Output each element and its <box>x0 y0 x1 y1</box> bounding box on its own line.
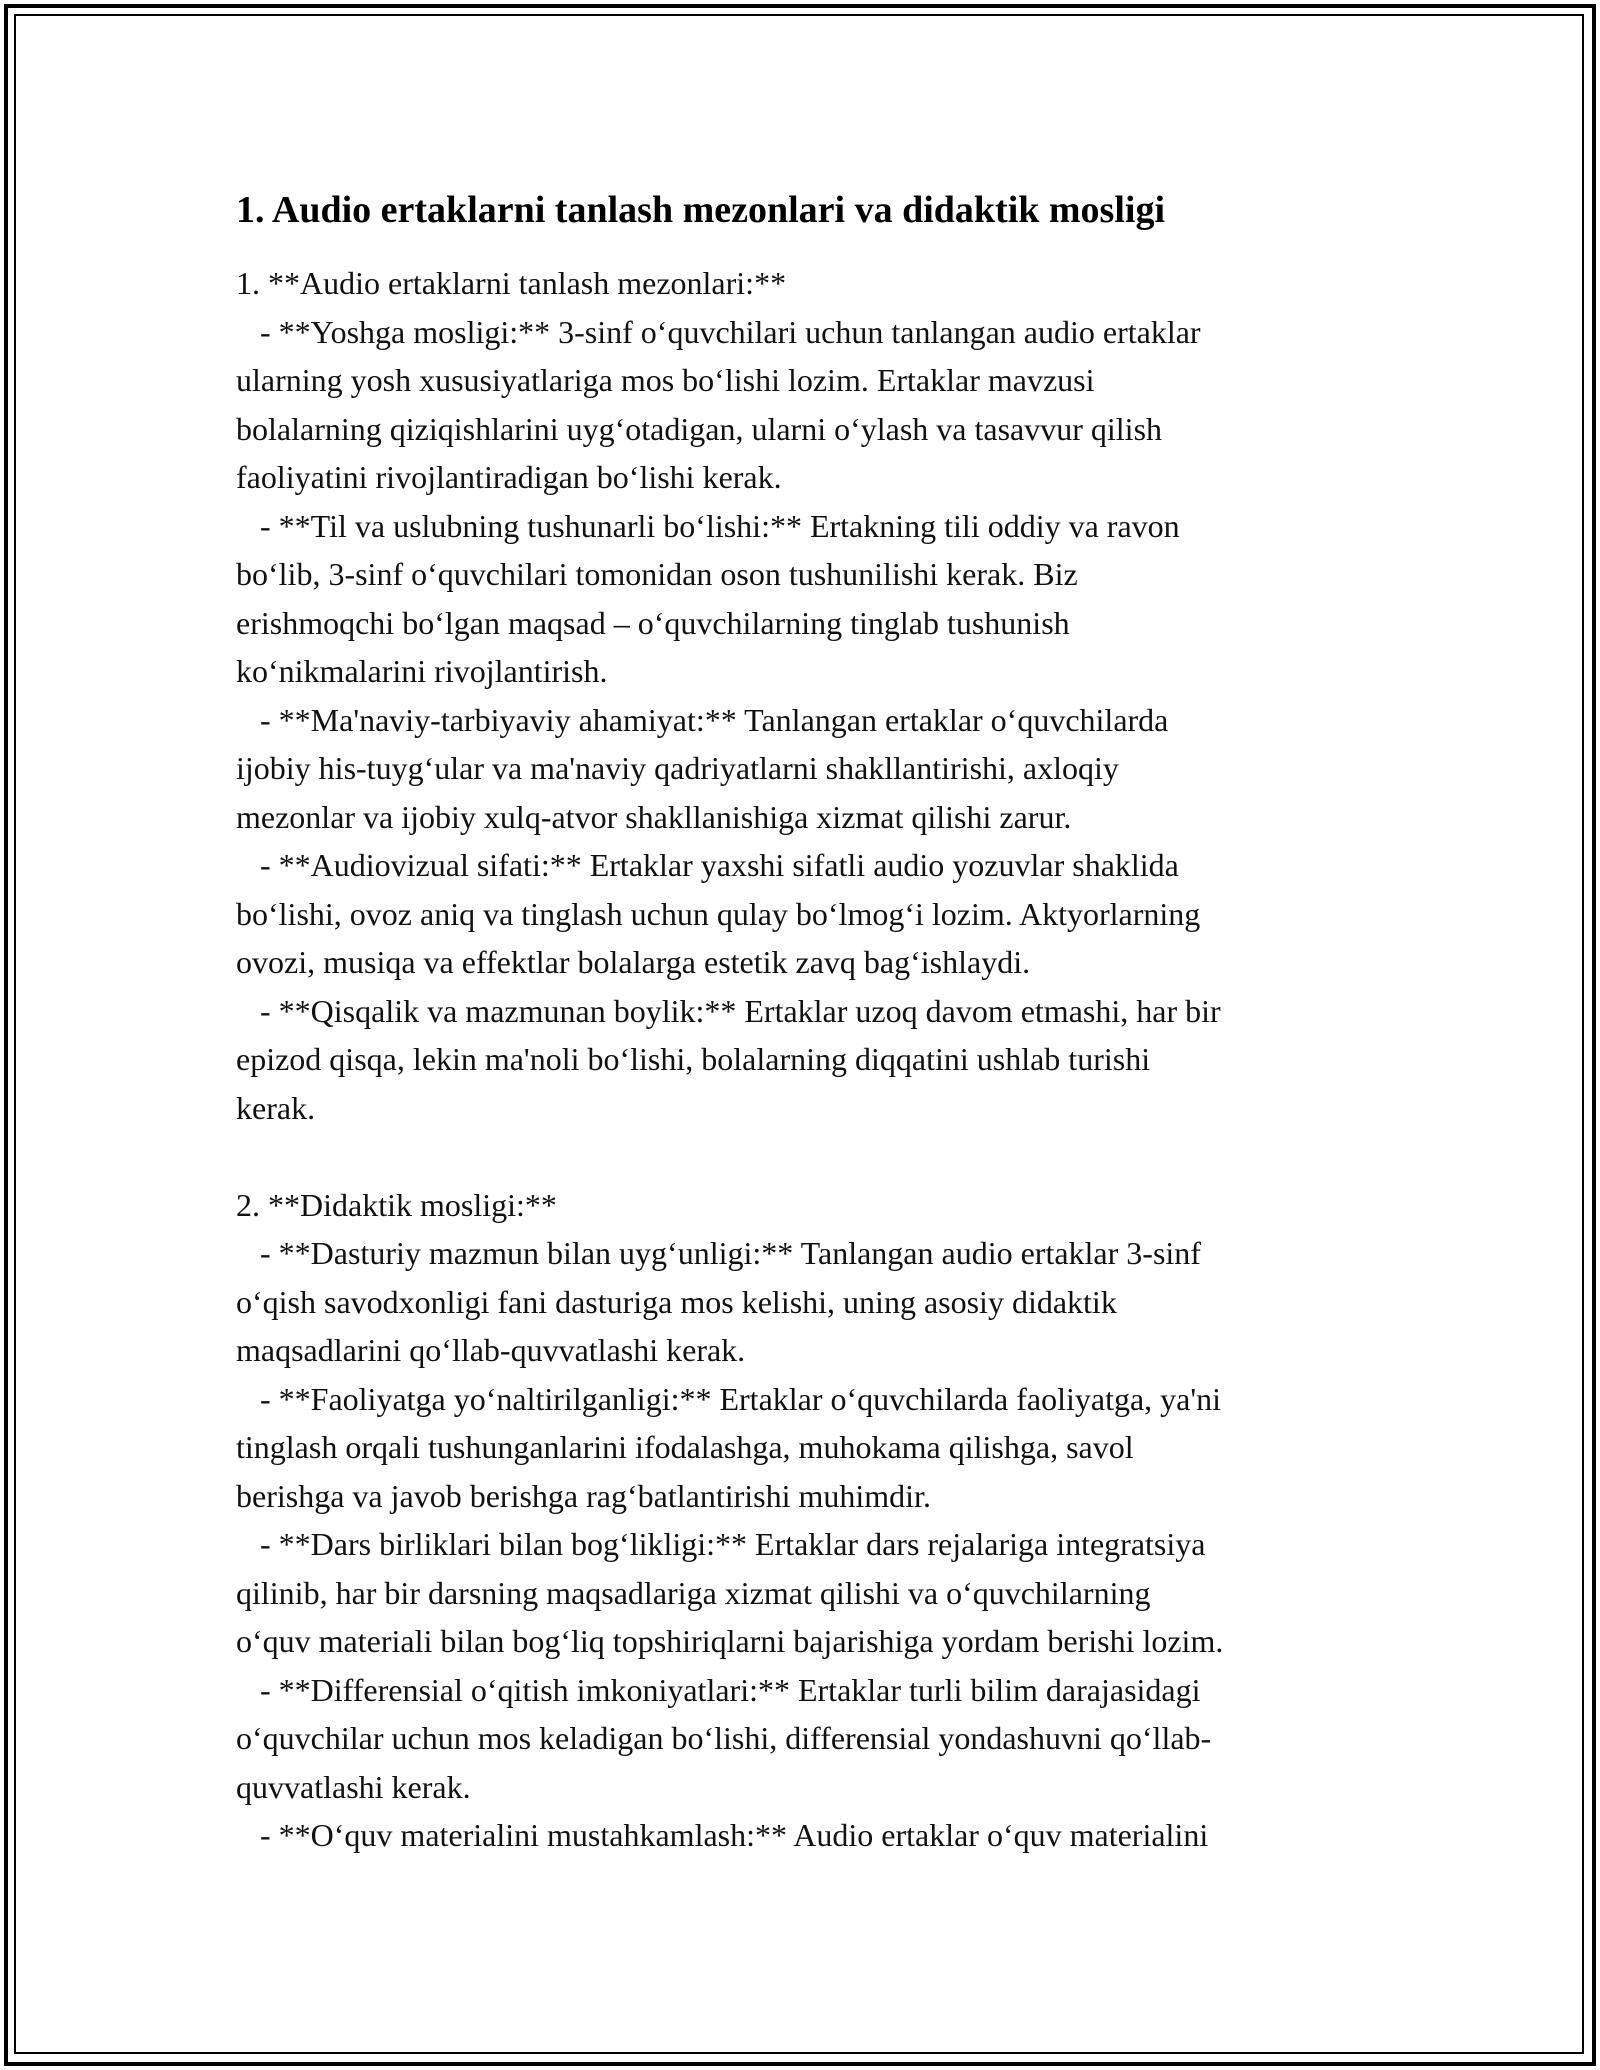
text-line: ovozi, musiqa va effektlar bolalarga estetik zavq bag‘ishlaydi. <box>236 944 1031 980</box>
document-content <box>236 185 1396 1860</box>
document-heading: 1. Audio ertaklarni tanlash mezonlari va didaktik mosligi <box>236 189 1165 231</box>
text-line: tinglash orqali tushunganlarini ifodalashga, muhokama qilishga, savol <box>236 1429 1134 1465</box>
text-line: 1. **Audio ertaklarni tanlash mezonlari:** <box>236 265 787 301</box>
text-line: - **Faoliyatga yo‘naltirilganligi:** Ertaklar o‘quvchilarda faoliyatga, ya'ni <box>236 1380 1222 1417</box>
text-line: - **Dasturiy mazmun bilan uyg‘unligi:** Tanlangan audio ertaklar 3-sinf <box>236 1235 1201 1271</box>
text-line: bolalarning qiziqishlarini uyg‘otadigan, ularni o‘ylash va tasavvur qilish <box>236 410 1163 447</box>
text-line: berishga va javob berishga rag‘batlantirishi muhimdir. <box>236 1477 931 1514</box>
text-line: o‘quvchilar uchun mos keladigan bo‘lishi, differensial yondashuvni qo‘llab- <box>236 1720 1212 1756</box>
text-line: - **Dars birliklari bilan bog‘likligi:** Ertaklar dars rejalariga integratsiya <box>236 1526 1206 1562</box>
document-body <box>236 259 1396 1860</box>
text-line: ko‘nikmalarini rivojlantirish. <box>236 653 608 689</box>
text-line: ijobiy his-tuyg‘ular va ma'naviy qadriyatlarni shakllantirishi, axloqiy <box>236 750 1119 786</box>
text-line: - **Til va uslubning tushunarli bo‘lishi:** Ertakning tili oddiy va ravon <box>236 507 1180 544</box>
text-line: - **O‘quv materialini mustahkamlash:** Audio ertaklar o‘quv materialini <box>236 1817 1209 1853</box>
text-line: - **Yoshga mosligi:** 3-sinf o‘quvchilari uchun tanlangan audio ertaklar <box>236 313 1201 350</box>
text-line: mezonlar va ijobiy xulq-atvor shakllanishiga xizmat qilishi zarur. <box>236 798 1072 835</box>
text-line <box>236 1132 1396 1181</box>
text-line: erishmoqchi bo‘lgan maqsad – o‘quvchilarning tinglab tushunish <box>236 604 1070 641</box>
text-line: qilinib, har bir darsning maqsadlariga xizmat qilishi va o‘quvchilarning <box>236 1574 1151 1611</box>
text-line: maqsadlarini qo‘llab-quvvatlashi kerak. <box>236 1332 746 1368</box>
text-line: kerak. <box>236 1089 316 1126</box>
text-line: - **Ma'naviy-tarbiyaviy ahamiyat:** Tanlangan ertaklar o‘quvchilarda <box>236 701 1169 738</box>
text-line: 2. **Didaktik mosligi:** <box>236 1186 557 1223</box>
text-line: o‘qish savodxonligi fani dasturiga mos kelishi, uning asosiy didaktik <box>236 1283 1117 1320</box>
text-line: quvvatlashi kerak. <box>236 1768 471 1805</box>
text-line: - **Audiovizual sifati:** Ertaklar yaxshi sifatli audio yozuvlar shaklida <box>236 847 1179 883</box>
text-line: bo‘lib, 3-sinf o‘quvchilari tomonidan oson tushunilishi kerak. Biz <box>236 556 1078 592</box>
text-line: bo‘lishi, ovoz aniq va tinglash uchun qulay bo‘lmog‘i lozim. Aktyorlarning <box>236 895 1201 932</box>
text-line: - **Qisqalik va mazmunan boylik:** Ertaklar uzoq davom etmashi, har bir <box>236 992 1221 1029</box>
text-line: o‘quv materiali bilan bog‘liq topshiriqlarni bajarishiga yordam berishi lozim. <box>236 1623 1224 1659</box>
text-line: ularning yosh xususiyatlariga mos bo‘lishi lozim. Ertaklar mavzusi <box>236 362 1095 398</box>
text-line: epizod qisqa, lekin ma'noli bo‘lishi, bolalarning diqqatini ushlab turishi <box>236 1041 1151 1077</box>
text-line: faoliyatini rivojlantiradigan bo‘lishi kerak. <box>236 459 782 495</box>
text-line: - **Differensial o‘qitish imkoniyatlari:** Ertaklar turli bilim darajasidagi <box>236 1671 1201 1708</box>
